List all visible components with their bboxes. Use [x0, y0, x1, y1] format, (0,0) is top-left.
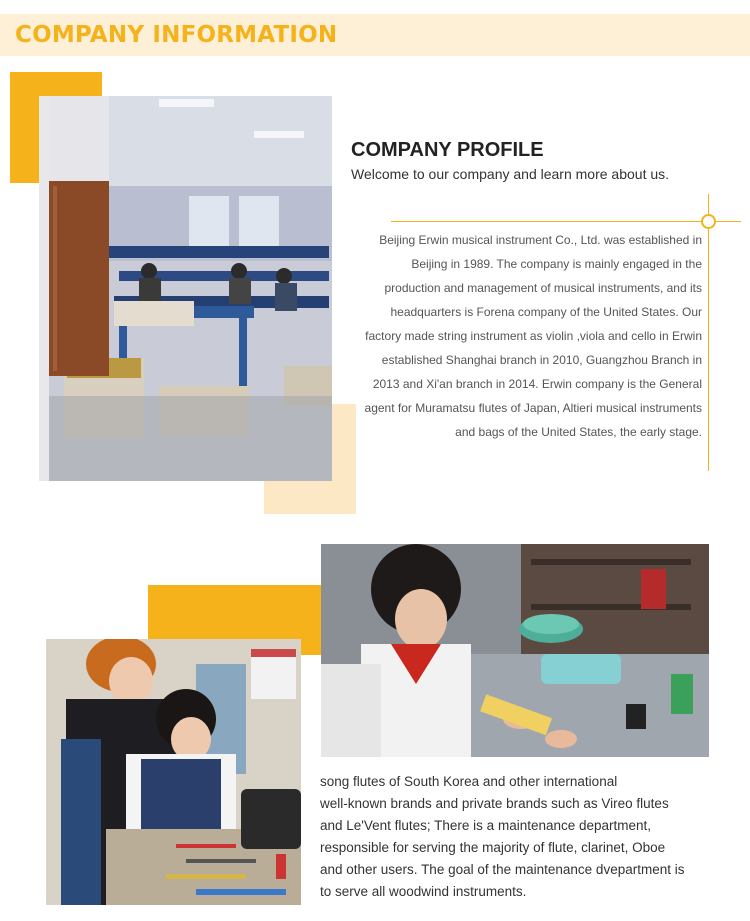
profile-line: and bags of the United States, the early stage.: [455, 425, 702, 439]
workshop-photo: [39, 96, 332, 481]
continuation-line: responsible for serving the majority of flute, clarinet, Oboe: [320, 840, 666, 855]
profile-line: 2013 and Xi'an branch in 2014. Erwin company is the General: [372, 377, 702, 391]
profile-subheading: Welcome to our company and learn more about us.: [351, 166, 670, 182]
continuation-line: song flutes of South Korea and other international: [320, 774, 618, 789]
continuation-line: and Le'Vent flutes; There is a maintenance department,: [320, 818, 652, 833]
continuation-line: and other users. The goal of the maintenance dvepartment is: [320, 862, 685, 877]
profile-line: production and management of musical instruments, and its: [384, 281, 702, 295]
profile-line: Beijing Erwin musical instrument Co., Ltd. was established in: [379, 233, 702, 247]
profile-line: factory made string instrument as violin ,viola and cello in Erwin: [365, 329, 702, 343]
technicians-photo: [46, 639, 301, 905]
page-title: COMPANY INFORMATION: [15, 22, 338, 48]
decorative-circle-icon: [701, 214, 716, 229]
profile-paragraph: [352, 228, 702, 444]
profile-heading: COMPANY PROFILE: [351, 139, 544, 161]
profile-line: headquarters is Forena company of the United States. Our: [390, 305, 702, 319]
continuation-paragraph: [320, 771, 740, 903]
repair-photo: [321, 544, 709, 757]
continuation-line: to serve all woodwind instruments.: [320, 884, 527, 899]
profile-line: established Shanghai branch in 2010, Guangzhou Branch in: [381, 353, 702, 367]
continuation-line: well-known brands and private brands such as Vireo flutes: [320, 796, 669, 811]
decorative-horizontal-line: [391, 221, 741, 222]
profile-line: agent for Muramatsu flutes of Japan, Altieri musical instruments: [364, 401, 702, 415]
decorative-vertical-line: [708, 194, 709, 471]
profile-line: Beijing in 1989. The company is mainly engaged in the: [411, 257, 702, 271]
